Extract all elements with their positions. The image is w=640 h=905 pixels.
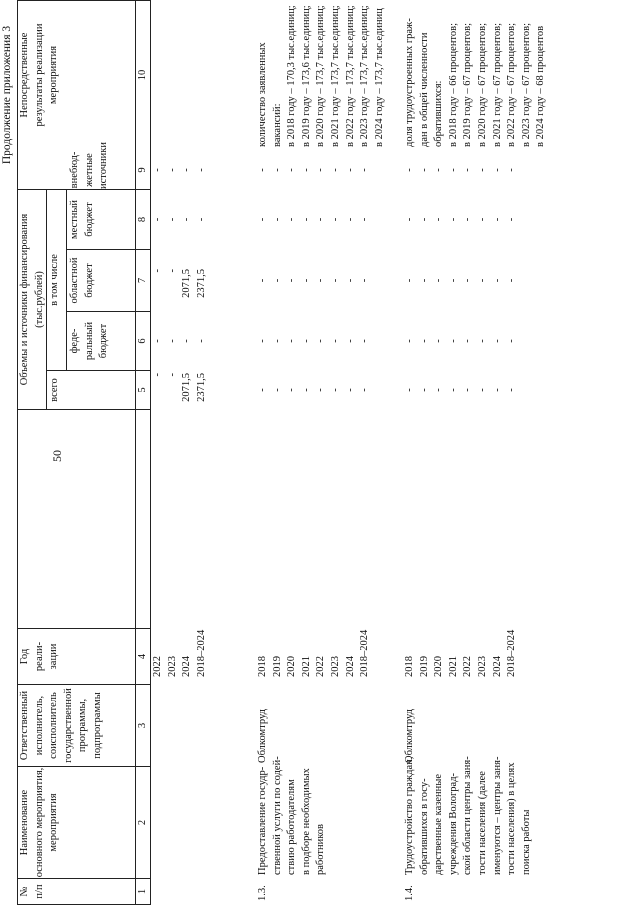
measure-name: Предоставление госудр- ственной услуги по содей- ствию работодателям в подборе необходимых работников [257, 756, 327, 875]
year-cell: 2018 2019 2020 2021 2022 2023 2024 2018–2024 [257, 629, 371, 677]
federal-cell: - - - - - - - - [257, 339, 371, 343]
executor: Облкомтруд [257, 709, 268, 763]
measure-name: Трудоустройство граждан, обратившихся в госу- дарственные казенные учреждения Волоград- ской области центры заня- тости населения (далее именуются – центры заня- тости населения) в целях поиска работы [404, 756, 532, 875]
page-number: 50 [50, 450, 64, 462]
rotated-sheet: 50 Продолжение приложения 3 № п/п Наименование основного мероприятия, мероприятия Ответственный исполнитель, соисполнитель государственной программы, подпрограммы Год реали- зации Объемы и источники финансирования (тыс.рублей) всего в том числе феде- ральный бюджет областной бюджет местный бюджет внебюд- жетные источники Непосредственные результаты реализации мероприятия 1 2 3 4 5 6 7 8 9 10 2022 2023 2024 2018–2024 - - 2071,5 2371,5 - - - - - - 2071,5 2371,5 - - - - - - - - 1.3. Предоставление госудр- ственной услуги по содей- ствию работодателям в подборе необходимых работников Облкомтруд 2018 2019 2020 2021 2022 2023 2024 2018–2024 - - - - - - - - - - - - - - - - - - - - - - - - - - - - - - - - - - - - - - - - количество заявленных вакансий: в 2018 году – 170,3 тыс.единиц; в 2019 году – 173,6 тыс.единиц; в 2020 году – 173,7 тыс.единиц; в 2021 году – 173,7 тыс.единиц; в 2022 году – 173,7 тыс.единиц; в 2023 году – 173,7 тыс.единиц; в 2024 году – 173,7 тыс.единиц 1.4. Трудоустройство граждан, обратившихся в госу- дарственные казенные учреждения Волоград- ской области центры заня- тости населения (далее именуются – центры заня- тости населения) в целях поиска работы Облкомтруд 2018 2019 2020 2021 2022 2023 2024 2018–2024 - - - - - - - - - - - - - - - - - - - - - - - - - - - - - - - - - - - - - - - - доля трудоустроенных граж- дан в общей численности обратившихся: в 2018 году – 66 процентов; в 2019 году – 67 процентов; в 2020 году – 67 процентов; в 2021 году – 67 процентов; в 2022 году – 67 процентов; в 2023 году – 67 процентов; в 2024 году – 68 процентов [0, 0, 640, 905]
year-cell: 2018 2019 2020 2021 2022 2023 2024 2018–2024 [404, 629, 518, 677]
result-text: доля трудоустроенных граж- дан в общей численности обратившихся: в 2018 году – 66 процентов; в 2019 году – 67 процентов; в 2020 году – 67 процентов; в 2021 году – 67 процентов; в 2022 году – 67 процентов; в 2023 году – 67 процентов; в 2024 году – 68 процентов [404, 18, 547, 147]
federal-cell: - - - - [152, 339, 207, 343]
row-number: 1.3. [257, 885, 268, 901]
row-number: 1.4. [404, 885, 415, 901]
header-num: № п/п [19, 884, 45, 899]
header-executor: Ответственный исполнитель, соисполнитель государственной программы, подпрограммы [19, 688, 103, 763]
total-cell: - - - - - - - - [404, 388, 518, 392]
offbudget-cell: - - - - - - - - [257, 168, 371, 172]
executor: Облкомтруд [404, 709, 415, 763]
regional-cell: - - 2071,5 2371,5 [152, 269, 207, 298]
local-cell: - - - - [152, 217, 207, 222]
header-year: Год реали- зации [19, 641, 60, 672]
offbudget-cell: - - - - [152, 168, 207, 172]
header-including: в том числе [49, 254, 60, 306]
year-cell: 2022 2023 2024 2018–2024 [152, 629, 207, 677]
local-cell: - - - - - - - - [404, 217, 518, 222]
header-name: Наименование основного мероприятия, мероприятия [19, 767, 60, 878]
header-result: Непосредственные результаты реализации мероприятия [19, 23, 60, 127]
offbudget-cell: - - - - - - - - [404, 168, 518, 172]
header-offbudget: внебюд- жетные источники [69, 142, 110, 189]
header-federal: феде- ральный бюджет [69, 321, 110, 361]
continuation-label: Продолжение приложения 3 [1, 25, 13, 165]
regional-cell: - - - - - - - - [404, 278, 518, 283]
total-cell: - - 2071,5 2371,5 [152, 373, 207, 402]
header-local: местный бюджет [69, 199, 95, 240]
header-financing: Объемы и источники финансирования (тыс.рублей) [19, 213, 45, 386]
regional-cell: - - - - - - - - [257, 278, 371, 283]
total-cell: - - - - - - - - [257, 388, 371, 392]
header-regional: областной бюджет [69, 257, 95, 304]
federal-cell: - - - - - - - - [404, 339, 518, 343]
result-text: количество заявленных вакансий: в 2018 году – 170,3 тыс.единиц; в 2019 году – 173,6 тыс.единиц; в 2020 году – 173,7 тыс.единиц; в 2021 году – 173,7 тыс.единиц; в 2022 году – 173,7 тыс.единиц; в 2023 году – 173,7 тыс.единиц; в 2024 году – 173,7 тыс.единиц [257, 5, 385, 147]
local-cell: - - - - - - - - [257, 217, 371, 222]
header-total: всего [49, 378, 60, 402]
